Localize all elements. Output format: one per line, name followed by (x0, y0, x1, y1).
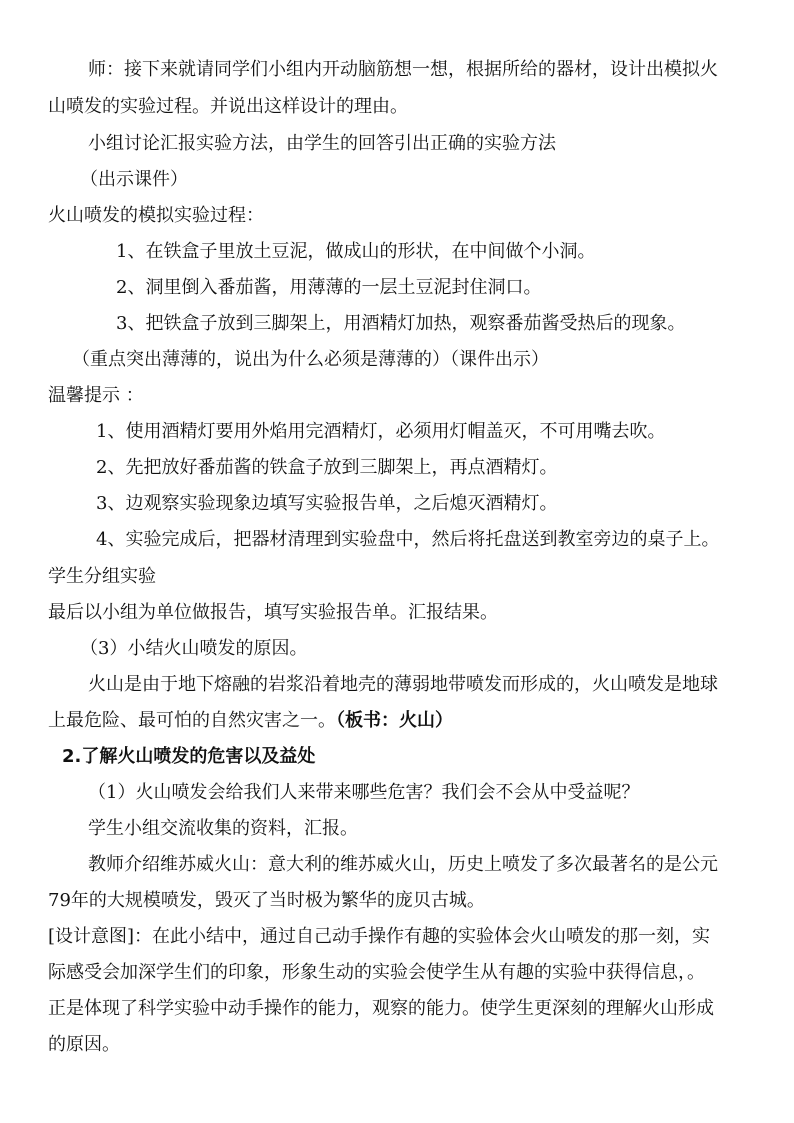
paragraph-line: 小组讨论汇报实验方法，由学生的回答引出正确的实验方法 (88, 133, 556, 154)
list-item: 1、在铁盒子里放土豆泥，做成山的形状，在中间做个小洞。 (116, 241, 596, 262)
paragraph-line: 山喷发的实验过程。并说出这样设计的理由。 (48, 96, 408, 117)
paragraph-line: 师：接下来就请同学们小组内开动脑筋想一想，根据所给的器材，设计出模拟火 (88, 59, 718, 80)
list-item: 2、先把放好番茄酱的铁盒子放到三脚架上，再点酒精灯。 (96, 457, 558, 478)
section-heading: 2.了解火山喷发的危害以及益处 (62, 746, 316, 767)
paragraph-line: 最后以小组为单位做报告，填写实验报告单。汇报结果。 (48, 602, 498, 623)
list-item: 1、使用酒精灯要用外焰用完酒精灯，必须用灯帽盖灭，不可用嘴去吹。 (96, 421, 666, 442)
paragraph-line: 正是体现了科学实验中动手操作的能力，观察的能力。使学生更深刻的理解火山形成 (48, 998, 714, 1019)
paragraph-line: 79年的大规模喷发，毁灭了当时极为繁华的庞贝古城。 (48, 890, 485, 911)
paragraph-line: 火山是由于地下熔融的岩浆沿着地壳的薄弱地带喷发而形成的，火山喷发是地球 (88, 674, 718, 695)
paragraph-line: 学生分组实验 (48, 566, 156, 587)
blackboard-note: （板书：火山） (336, 710, 453, 731)
paragraph-line: 教师介绍维苏威火山：意大利的维苏威火山，历史上喷发了多次最著名的是公元 (88, 854, 718, 875)
paragraph-line: （重点突出薄薄的，说出为什么必须是薄薄的）（课件出示） (72, 349, 549, 370)
paragraph-line: 际感受会加深学生们的印象，形象生动的实验会使学生从有趣的实验中获得信息，。 (48, 962, 705, 983)
paragraph-line: （1）火山喷发会给我们人来带来哪些危害？我们会不会从中受益呢？ (88, 782, 640, 803)
paragraph-line: （出示课件） (80, 169, 188, 190)
paragraph-line: 的原因。 (48, 1034, 120, 1055)
paragraph-line: 学生小组交流收集的资料，汇报。 (88, 818, 358, 839)
list-item: 3、把铁盒子放到三脚架上，用酒精灯加热，观察番茄酱受热后的现象。 (116, 313, 686, 334)
list-item: 2、洞里倒入番茄酱，用薄薄的一层土豆泥封住洞口。 (116, 277, 542, 298)
section-label: 火山喷发的模拟实验过程： (48, 205, 264, 226)
paragraph-text: 上最危险、最可怕的自然灾害之一。 (48, 710, 336, 731)
section-label: 温馨提示 ： (48, 385, 144, 406)
list-item: 3、边观察实验现象边填写实验报告单，之后熄灭酒精灯。 (96, 493, 558, 514)
paragraph-line: [设计意图]：在此小结中，通过自己动手操作有趣的实验体会火山喷发的那一刻，实 (48, 926, 711, 947)
paragraph-line (48, 709, 453, 733)
paragraph-line: （3）小结火山喷发的原因。 (80, 638, 308, 659)
list-item: 4、实验完成后，把器材清理到实验盘中，然后将托盘送到教室旁边的桌子上。 (96, 529, 720, 550)
